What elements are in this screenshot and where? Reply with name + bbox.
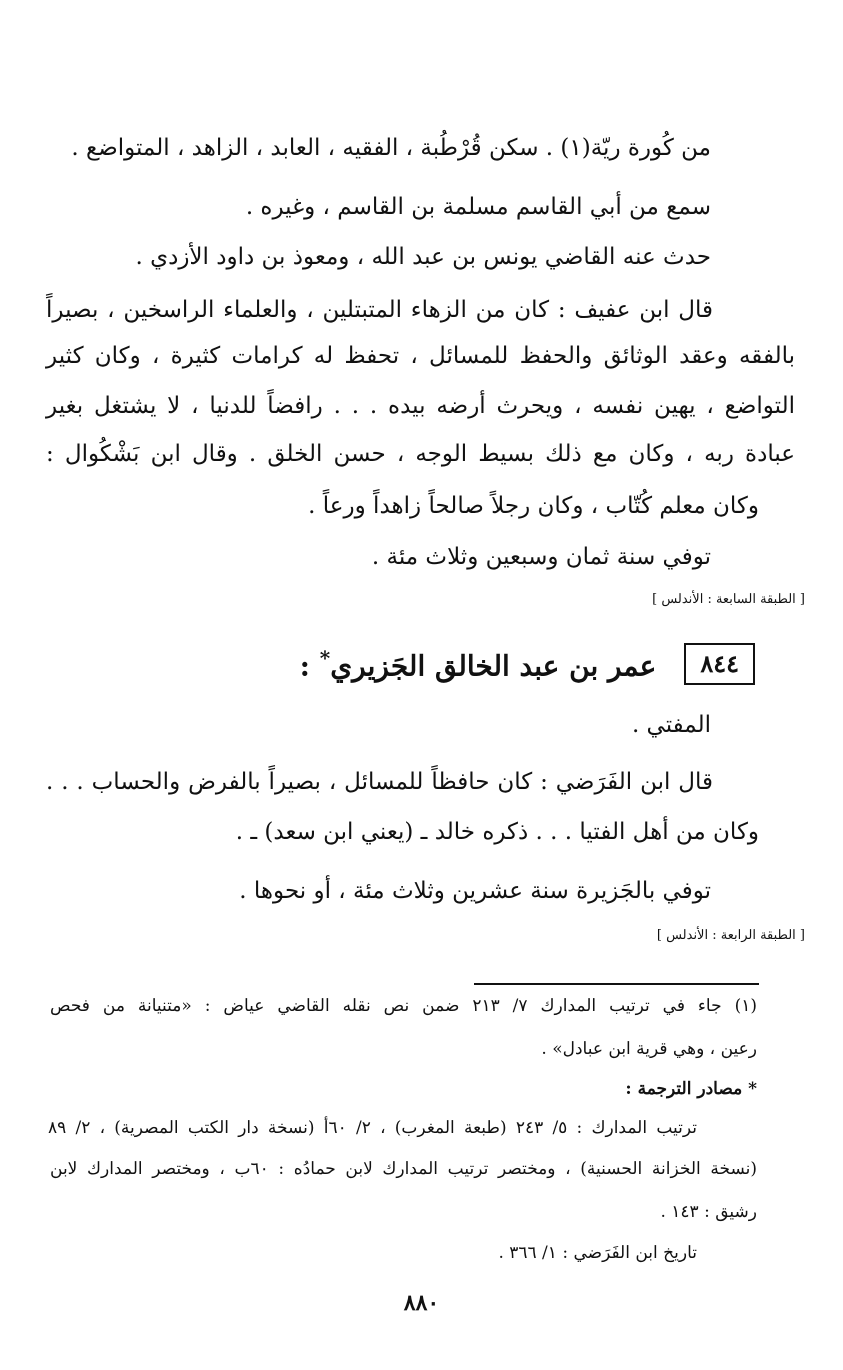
entry-title-colon: : <box>299 649 320 683</box>
entry-title <box>300 646 657 682</box>
entry-text-line: قال ابن الفَرَضي : كان حافظاً للمسائل ، بصيراً بالفرض والحساب . . . <box>46 769 713 795</box>
source-marker: * <box>319 645 331 670</box>
footnote-line: ترتيب المدارك : ٥/ ٢٤٣ (طبعة المغرب) ، ٢/ ٦٠أ (نسخة دار الكتب المصرية) ، ٢/ ٨٩ <box>48 1118 697 1138</box>
entry-text-line: وكان معلم كُتّاب ، وكان رجلاً صالحاً زاهداً ورعاً . <box>308 493 759 519</box>
sources-heading: * مصادر الترجمة : <box>625 1079 757 1099</box>
footnote-line: رشيق : ١٤٣ . <box>660 1202 757 1222</box>
entry-number-box: ٨٤٤ <box>684 643 755 685</box>
entry-text-line: توفي بالجَزيرة سنة عشرين وثلاث مئة ، أو نحوها . <box>239 878 711 904</box>
page-number: ٨٨٠ <box>403 1290 440 1316</box>
entry-text-line: قال ابن عفيف : كان من الزهاء المتبتلين ، والعلماء الراسخين ، بصيراً <box>46 297 713 323</box>
entry-text-line: وكان من أهل الفتيا . . . ذكره خالد ـ (يعني ابن سعد) ـ . <box>235 819 759 845</box>
entry-text-line: سمع من أبي القاسم مسلمة بن القاسم ، وغيره . <box>245 194 711 220</box>
entry-title-name: عمر بن عبد الخالق الجَزيري <box>330 649 657 683</box>
entry-text-line: التواضع ، يهين نفسه ، ويحرث أرضه بيده . . . رافضاً للدنيا ، لا يشتغل بغير <box>46 393 795 419</box>
entry-text-line: من كُورة ريّة(١) . سكن قُرْطُبة ، الفقيه ، العابد ، الزاهد ، المتواضع . <box>71 135 711 161</box>
footnote-divider <box>474 983 759 985</box>
footnote-line: تاريخ ابن الفَرَضي : ١/ ٣٦٦ . <box>498 1243 697 1263</box>
entry-text-line: بالفقه وعقد الوثائق والحفظ للمسائل ، تحفظ له كرامات كثيرة ، وكان كثير <box>46 343 795 369</box>
footnote-line: رعين ، وهي قرية ابن عبادل» . <box>541 1039 757 1059</box>
entry-text-line: حدث عنه القاضي يونس بن عبد الله ، ومعوذ بن داود الأزدي . <box>135 244 711 270</box>
entry-text-line: عبادة ربه ، وكان مع ذلك بسيط الوجه ، حسن الخلق . وقال ابن بَشْكُوال : <box>46 441 795 467</box>
entry-heading <box>300 640 755 688</box>
entry-text-line: توفي سنة ثمان وسبعين وثلاث مئة . <box>371 544 711 570</box>
footnote-line: (١) جاء في ترتيب المدارك ٧/ ٢١٣ ضمن نص نقله القاضي عياض : «متنيانة من فحص <box>50 996 757 1016</box>
entry-text-line: المفتي . <box>631 712 711 738</box>
layer-reference: [ الطبقة الرابعة : الأندلس ] <box>656 928 805 943</box>
footnote-line: (نسخة الخزانة الحسنية) ، ومختصر ترتيب المدارك لابن حمادُه : ٦٠ب ، ومختصر المدارك لابن <box>50 1159 757 1179</box>
layer-reference: [ الطبقة السابعة : الأندلس ] <box>652 592 805 607</box>
